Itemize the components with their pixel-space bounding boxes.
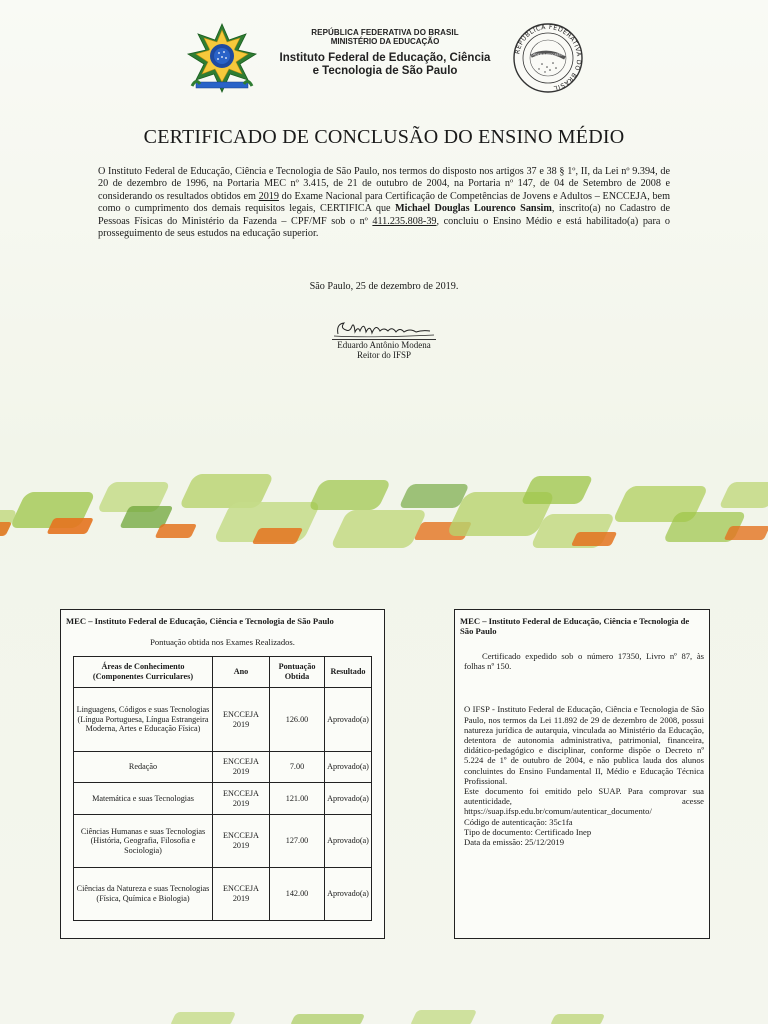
registration-box (454, 609, 710, 939)
institute-name (270, 52, 500, 78)
body-part-3: , inscrito(a) no Cadastro de Pessoas Físicas do Ministério da Fazenda – CPF/MF sob o nº (98, 203, 670, 227)
national-seal-icon (512, 22, 584, 94)
suap-note: Este documento foi emitido pelo SUAP. Para comprovar sua autenticidade, acesse https://suap.ifsp.edu.br/comum/autenticar_documento/ (464, 786, 704, 817)
signer-block (0, 340, 768, 360)
table-row (74, 783, 372, 815)
header (0, 18, 768, 98)
table-row (74, 752, 372, 783)
col-header-area: Áreas de Conhecimento (Componentes Curriculares) (74, 657, 213, 688)
ministry-name: MINISTÉRIO DA EDUCAÇÃO (330, 37, 440, 46)
col-header-ano: Ano (213, 657, 270, 688)
scores-header-row (74, 657, 372, 688)
student-name: Michael Douglas Lourenco Sansim (395, 203, 552, 215)
bottom-decorative-band (0, 1004, 768, 1024)
scores-box-title: MEC – Instituto Federal de Educação, Ciência e Tecnologia de São Paulo (66, 616, 334, 626)
document-type: Tipo de documento: Certificado Inep (464, 826, 592, 837)
expedition-note: Certificado expedido sob o número 17350, Livro nº 87, às folhas nº 150. (464, 651, 704, 672)
table-row (74, 688, 372, 752)
col-header-pontuacao: Pontuação Obtida (270, 657, 325, 688)
decorative-band (0, 462, 768, 582)
area-cell: Redação (74, 752, 213, 783)
area-cell: Matemática e suas Tecnologias (74, 783, 213, 815)
issue-date: Data da emissão: 25/12/2019 (464, 837, 565, 848)
resultado-cell: Aprovado(a) (325, 815, 372, 868)
exam-year: 2019 (258, 190, 279, 202)
republic-name: REPÚBLICA FEDERATIVA DO BRASIL (311, 28, 459, 37)
body-part-4: , concluiu o Ensino Médio e está habilitado(a) para o prosseguimento de seus estudos na educação superior. (98, 215, 670, 240)
scores-box (60, 609, 385, 939)
legal-note: O IFSP - Instituto Federal de Educação, Ciência e Tecnologia de São Paulo, nos termos da Lei 11.892 de 29 de dezembro de 2008, possui natureza jurídica de autarquia, vinculada ao Ministério da Educação, detentora de autonomia administrativa, patrimonial, financeira, didático-pedagógico e disciplinar, conforme dispõe o Decreto nº 5.224 de 1º de outubro de 2004, e não publica lauda dos alunos concluintes do Ensino Fundamental II, Médio e Educação Técnica Profissional. (464, 704, 704, 786)
institute-name-line1: Instituto Federal de Educação, Ciência (279, 52, 491, 64)
signer-role: Reitor do IFSP (356, 350, 411, 360)
seal-motto: ORDEM E PROGRESSO (531, 52, 565, 57)
pontuacao-cell: 126.00 (270, 688, 325, 752)
cpf-number: 411.235.808-39 (372, 215, 437, 227)
pontuacao-cell: 127.00 (270, 815, 325, 868)
scores-box-subtitle: Pontuação obtida nos Exames Realizados. (150, 637, 295, 647)
signature-mark (330, 318, 440, 340)
resultado-cell: Aprovado(a) (325, 752, 372, 783)
institute-name-line2: e Tecnologia de São Paulo (312, 65, 458, 77)
pontuacao-cell: 142.00 (270, 868, 325, 921)
col-header-resultado: Resultado (325, 657, 372, 688)
place-date: São Paulo, 25 de dezembro de 2019. (309, 281, 459, 292)
page-title: CERTIFICADO DE CONCLUSÃO DO ENSINO MÉDIO (143, 126, 625, 148)
signer-name: Eduardo Antônio Modena (337, 340, 431, 350)
decorative-shapes (0, 474, 768, 548)
ano-cell: ENCCEJA 2019 (213, 752, 270, 783)
pontuacao-cell: 121.00 (270, 783, 325, 815)
registration-box-title: MEC – Instituto Federal de Educação, Ciência e Tecnologia de São Paulo (460, 616, 690, 636)
resultado-cell: Aprovado(a) (325, 688, 372, 752)
ano-cell: ENCCEJA 2019 (213, 783, 270, 815)
ano-cell: ENCCEJA 2019 (213, 868, 270, 921)
body-part-1: O Instituto Federal de Educação, Ciência e Tecnologia de São Paulo, nos termos do disposto nos artigos 37 e 38 § 1º, II, da Lei nº 9.394, de 20 de dezembro de 1996, na Portaria MEC nº 3.415, de 21 de outubro de 2004, na Portaria nº 147, de 04 de Setembro de 2008 e considerando os resultados obtidos em (98, 166, 670, 202)
resultado-cell: Aprovado(a) (325, 783, 372, 815)
pontuacao-cell: 7.00 (270, 752, 325, 783)
ano-cell: ENCCEJA 2019 (213, 815, 270, 868)
auth-code: Código de autenticação: 35c1fa (464, 816, 573, 827)
area-cell: Ciências Humanas e suas Tecnologias (História, Geografia, Filosofia e Sociologia) (74, 815, 213, 868)
body-part-2: do Exame Nacional para Certificação de Competências de Jovens e Adultos – ENCCEJA, bem como o cumprimento dos demais requisitos legais, CERTIFICA que (98, 190, 670, 215)
area-cell: Ciências da Natureza e suas Tecnologias (Física, Química e Biologia) (74, 868, 213, 921)
resultado-cell: Aprovado(a) (325, 868, 372, 921)
area-cell: Linguagens, Códigos e suas Tecnologias (Língua Portuguesa, Língua Estrangeira Moderna, Artes e Educação Física) (74, 688, 213, 752)
coat-of-arms-icon (186, 22, 258, 94)
table-row (74, 868, 372, 921)
seal-ring-text: REPÚBLICA FEDERATIVA DO BRASIL (514, 23, 583, 92)
header-text (270, 28, 500, 78)
ano-cell: ENCCEJA 2019 (213, 688, 270, 752)
scores-table (73, 656, 372, 921)
table-row (74, 815, 372, 868)
certificate-body (98, 166, 670, 240)
